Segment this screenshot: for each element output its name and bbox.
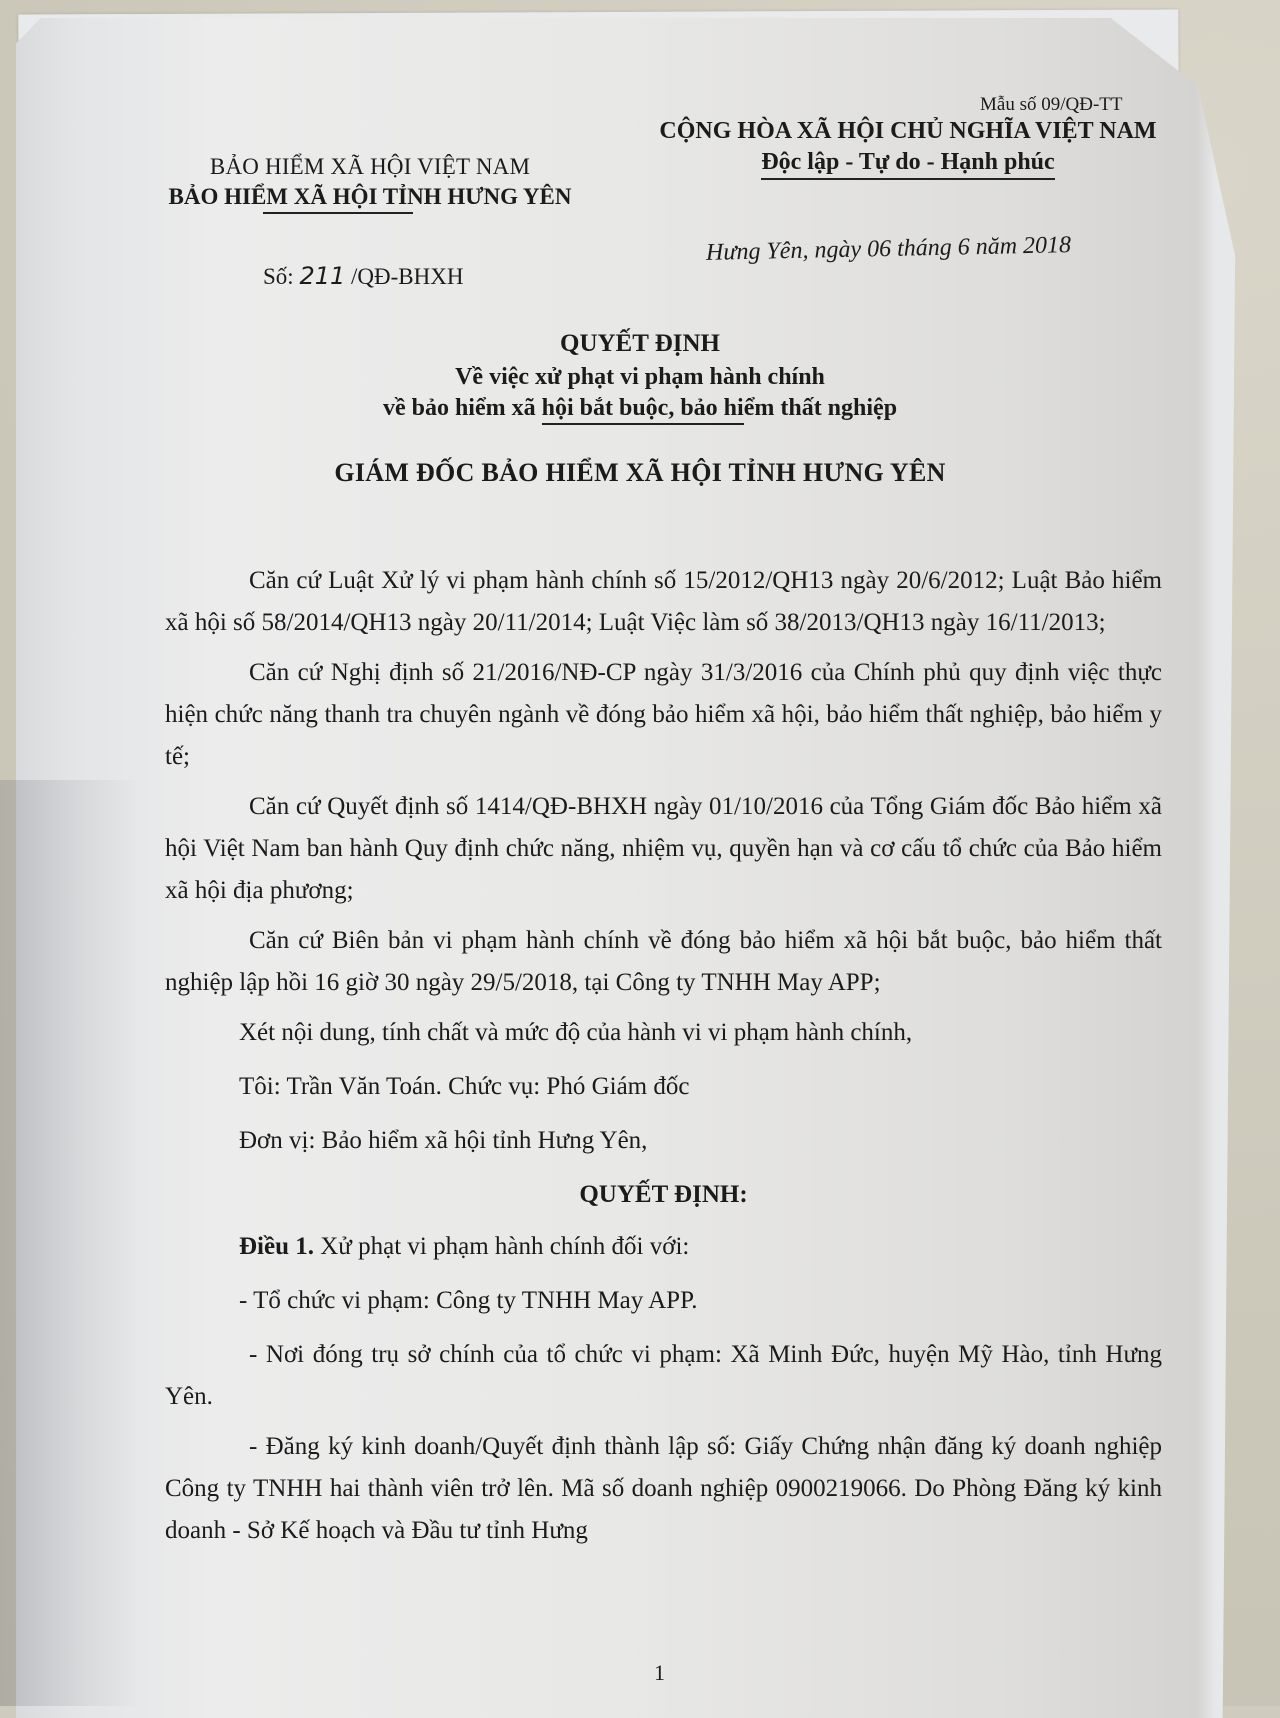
issuing-agency: BẢO HIỂM XÃ HỘI TỈNH HƯNG YÊN (168, 184, 572, 209)
issuer-header (140, 154, 600, 214)
national-header (628, 118, 1188, 180)
preamble-paragraph: Căn cứ Luật Xử lý vi phạm hành chính số 15/2012/QH13 ngày 20/6/2012; Luật Bảo hiểm xã hội số 58/2014/QH13 ngày 20/11/2014; Luật Việc làm số 38/2013/QH13 ngày 16/11/2013; (165, 567, 1162, 636)
subtitle-underlined-part: hội bắt buộc, bảo hi (542, 395, 744, 425)
document-number (263, 262, 463, 290)
article-1-item: - Nơi đóng trụ sở chính của tổ chức vi phạm: Xã Minh Đức, huyện Mỹ Hào, tỉnh Hưng Yên. (165, 1341, 1162, 1410)
unit-line: Đơn vị: Bảo hiểm xã hội tỉnh Hưng Yên, (239, 1127, 648, 1154)
issuing-authority: GIÁM ĐỐC BẢO HIỂM XÃ HỘI TỈNH HƯNG YÊN (334, 458, 946, 487)
article-1-text: Xử phạt vi phạm hành chính đối với: (314, 1233, 690, 1260)
document-number-value: 211 (299, 262, 346, 290)
form-code: Mẫu số 09/QĐ-TT (980, 94, 1123, 115)
article-1-item: - Đăng ký kinh doanh/Quyết định thành lập số: Giấy Chứng nhận đăng ký doanh nghiệp Công ty TNHH hai thành viên trở lên. Mã số doanh nghiệp 0900219066. Do Phòng Đăng ký kinh doanh - Sở Kế hoạch và Đầu tư tỉnh Hưng (165, 1433, 1162, 1544)
header-underline (263, 212, 413, 214)
article-1-item: - Tổ chức vi phạm: Công ty TNHH May APP. (239, 1287, 698, 1314)
national-motto: Độc lập - Tự do - Hạnh phúc (761, 149, 1054, 180)
document-title: QUYẾT ĐỊNH (560, 330, 720, 357)
place-and-date: Hưng Yên, ngày 06 tháng 6 năm 2018 (705, 232, 1072, 266)
preamble-paragraph: Căn cứ Nghị định số 21/2016/NĐ-CP ngày 31/3/2016 của Chính phủ quy định việc thực hiện chức năng thanh tra chuyên ngành về đóng bảo hiểm xã hội, bảo hiểm thất nghiệp, bảo hiểm y tế; (165, 659, 1162, 770)
article-1-label: Điều 1. (239, 1233, 314, 1260)
document-number-suffix: /QĐ-BHXH (351, 264, 464, 289)
subtitle-part-a: về bảo hiểm xã (382, 395, 542, 421)
considering-line: Xét nội dung, tính chất và mức độ của hành vi vi phạm hành chính, (239, 1019, 913, 1046)
country-name: CỘNG HÒA XÃ HỘI CHỦ NGHĨA VIỆT NAM (659, 118, 1157, 144)
preamble-paragraph: Căn cứ Biên bản vi phạm hành chính về đóng bảo hiểm xã hội bắt buộc, bảo hiểm thất nghiệp lập hồi 16 giờ 30 ngày 29/5/2018, tại Công ty TNHH May APP; (165, 927, 1162, 996)
parent-agency: BẢO HIỂM XÃ HỘI VIỆT NAM (209, 154, 531, 179)
decision-heading: QUYẾT ĐỊNH: (579, 1181, 748, 1208)
document-body (165, 560, 1162, 1560)
document-subtitle-line1: Về việc xử phạt vi phạm hành chính (455, 364, 825, 390)
article-1 (165, 1226, 1162, 1268)
document-number-prefix: Số: (263, 264, 294, 289)
title-block (0, 330, 1280, 488)
preamble-paragraph: Căn cứ Quyết định số 1414/QĐ-BHXH ngày 01/10/2016 của Tổng Giám đốc Bảo hiểm xã hội Việt Nam ban hành Quy định chức năng, nhiệm vụ, quyền hạn và cơ cấu tổ chức của Bảo hiểm xã hội địa phương; (165, 793, 1162, 904)
page-number: 1 (654, 1660, 665, 1685)
subtitle-part-c: ểm thất nghiệp (743, 395, 898, 421)
document-subtitle-line2 (0, 395, 1280, 422)
official-line: Tôi: Trần Văn Toán. Chức vụ: Phó Giám đốc (239, 1073, 690, 1100)
